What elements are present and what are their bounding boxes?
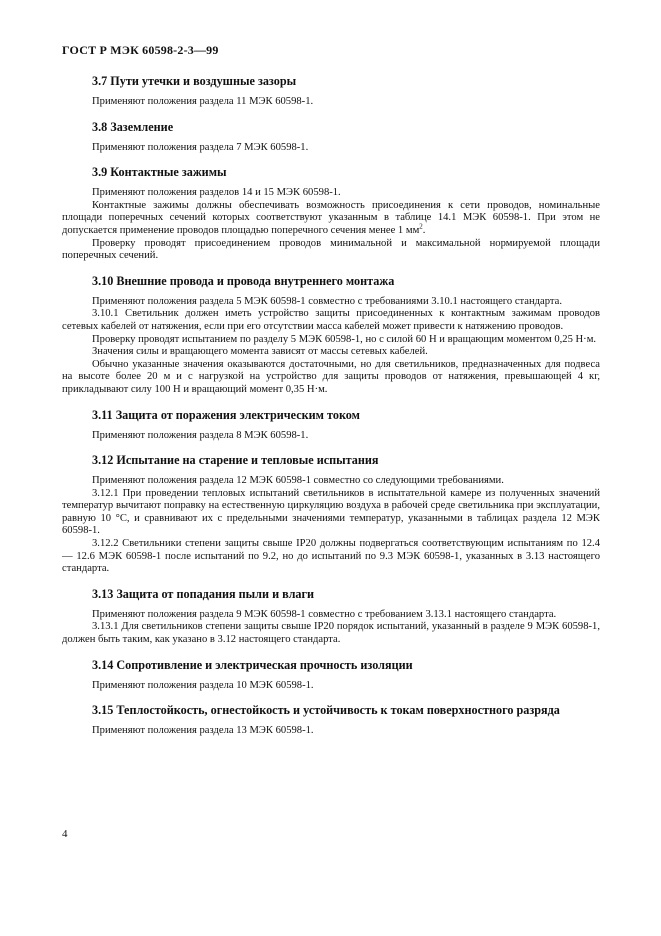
section-3-7-title: 3.7 Пути утечки и воздушные зазоры [92, 74, 297, 88]
document-header: ГОСТ Р МЭК 60598-2-3—99 [62, 43, 219, 57]
section-3-13-text-1: Применяют положения раздела 9 МЭК 60598-1 совместно с требованием 3.13.1 настоящего стандарта. [92, 608, 557, 620]
section-3-12-text-2: 3.12.1 При проведении тепловых испытаний светильников в испытательной камере из полученных значений температур вычитают поправку на естественную циркуляцию воздуха в рабочей среде светильника при эксплуатации, равную 10 °С, и сравнивают их с предельными значениями температур, указанными в таблицах раздела 12 МЭК 60598-1. [62, 487, 600, 537]
section-3-9-text-3: Проверку проводят присоединением проводов минимальной и максимальной нормируемой площади поперечных сечений. [62, 237, 600, 262]
section-3-9-title: 3.9 Контактные зажимы [92, 165, 227, 180]
section-3-13-text-2: 3.13.1 Для светильников степени защиты свыше IP20 порядок испытаний, указанный в разделе 9 МЭК 60598-1, должен быть таким, как указано в 3.12 настоящего стандарта. [62, 621, 600, 646]
section-3-8-text: Применяют положения раздела 7 МЭК 60598-1. [92, 141, 309, 153]
section-3-14-title: 3.14 Сопротивление и электрическая прочность изоляции [92, 657, 413, 672]
section-3-8-title: 3.8 Заземление [92, 119, 174, 134]
section-3-12-text-1: Применяют положения раздела 12 МЭК 60598-1 совместно со следующими требованиями. [92, 475, 504, 487]
document-body [62, 74, 600, 738]
section-3-10-text-4: Значения силы и вращающего момента зависят от массы сетевых кабелей. [92, 346, 428, 358]
section-3-10-text-2: 3.10.1 Светильник должен иметь устройство защиты присоединенных к контактным зажимам проводов сетевых кабелей от натяжения, если при его отсутствии масса кабелей может привести к натяжению проводов. [62, 308, 600, 332]
section-3-15-title: 3.15 Теплостойкость, огнестойкость и устойчивость к токам поверхностного разряда [92, 703, 560, 718]
section-3-15-text: Применяют положения раздела 13 МЭК 60598-1. [92, 725, 314, 737]
section-3-10-text-3: Проверку проводят испытанием по разделу 5 МЭК 60598-1, но с силой 60 Н и вращающим моментом 0,25 Н·м. [92, 333, 597, 345]
section-3-10-text-1: Применяют положения раздела 5 МЭК 60598-1 совместно с требованиями 3.10.1 настоящего стандарта. [92, 295, 563, 307]
section-3-12-text-3: 3.12.2 Светильники степени защиты свыше IP20 должны подвергаться соответствующим испытаниям по 12.4 — 12.6 МЭК 60598-1 после испытаний по 9.2, но до испытаний по 9.3 МЭК 60598-1, указанных в 3.13 настоящего стандарта. [62, 538, 600, 575]
section-3-12-title: 3.12 Испытание на старение и тепловые испытания [92, 453, 379, 468]
section-3-14-text: Применяют положения раздела 10 МЭК 60598-1. [92, 679, 314, 691]
page-number: 4 [62, 828, 68, 840]
section-3-9-text-1: Применяют положения разделов 14 и 15 МЭК 60598-1. [92, 187, 341, 199]
section-3-11-title: 3.11 Защита от поражения электрическим током [92, 407, 360, 422]
section-3-9-text-2: Контактные зажимы должны обеспечивать возможность присоединения к сети проводов, номинальные площади поперечных сечений которых соответствуют указанным в таблице 14.1 МЭК 60598-1. При этом не допускается применение проводов площадью поперечного сечения менее 1 $мм^2$. [62, 199, 600, 236]
section-3-7-text: Применяют положения раздела 11 МЭК 60598-1. [92, 96, 314, 107]
section-3-10-text-5: Обычно указанные значения оказываются достаточными, но для светильников, предназначенных для подвеса на высоте более 20 м и с нагрузкой на устройство для защиты проводов от натяжения, превышающей 4 кг, прикладывают силу 100 Н и вращающий момент 0,35 Н·м. [62, 358, 600, 395]
section-3-10-title: 3.10 Внешние провода и провода внутреннего монтажа [92, 273, 395, 288]
section-3-11-text: Применяют положения раздела 8 МЭК 60598-1. [92, 429, 309, 441]
section-3-13-title: 3.13 Защита от попадания пыли и влаги [92, 586, 315, 601]
